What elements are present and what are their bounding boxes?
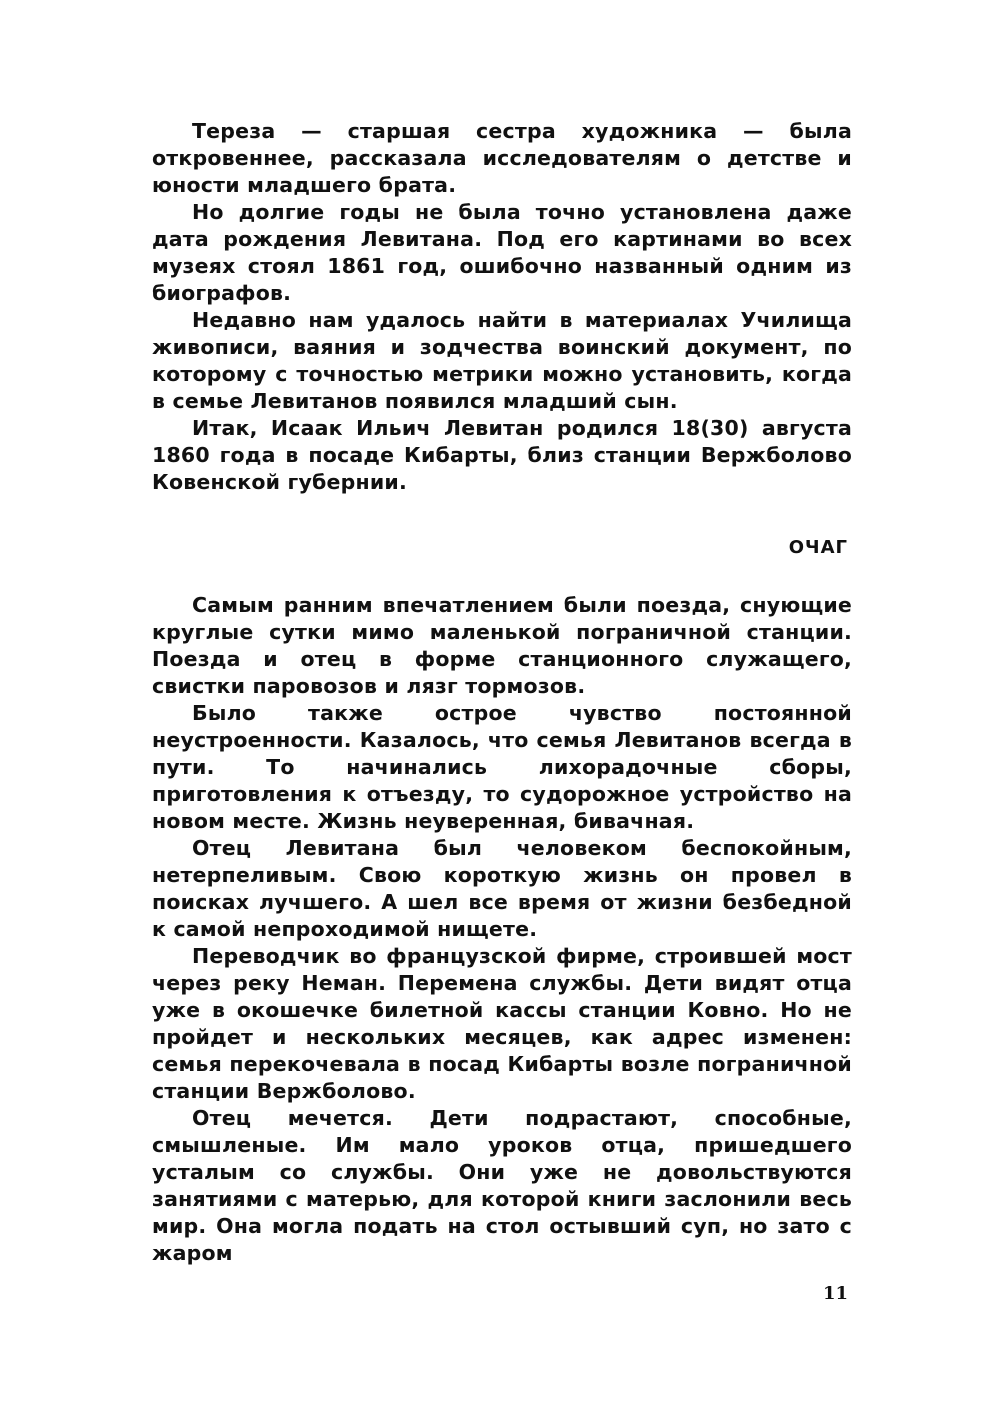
page-number: 11: [822, 1283, 848, 1304]
paragraph: Итак, Исаак Ильич Левитан родился 18(30) августа 1860 года в посаде Кибарты, близ станции Вержболово Ковенской губернии.: [152, 416, 852, 494]
text-block-section: [152, 592, 852, 1267]
section-heading: ОЧАГ: [788, 537, 848, 558]
paragraph: Самым ранним впечатлением были поезда, снующие круглые сутки мимо маленькой пограничной станции. Поезда и отец в форме станционного служащего, свистки паровозов и лязг тормозов.: [152, 593, 852, 698]
paragraph: Тереза — старшая сестра художника — была откровеннее, рассказала исследователям о детстве и юности младшего брата.: [152, 119, 852, 197]
paragraph: Отец мечется. Дети подрастают, способные, смышленые. Им мало уроков отца, пришедшего усталым со службы. Они уже не довольствуются занятиями с матерью, для которой книги заслонили весь мир. Она могла подать на стол остывший суп, но зато с жаром: [152, 1106, 852, 1265]
text-block-intro: [152, 118, 852, 496]
paragraph: Но долгие годы не была точно установлена даже дата рождения Левитана. Под его картинами во всех музеях стоял 1861 год, ошибочно названный одним из биографов.: [152, 200, 852, 305]
paragraph: Переводчик во французской фирме, строившей мост через реку Неман. Перемена службы. Дети видят отца уже в окошечке билетной кассы станции Ковно. Но не пройдет и нескольких месяцев, как адрес изменен: семья перекочевала в посад Кибарты возле пограничной станции Вержболово.: [152, 944, 852, 1103]
paragraph: Недавно нам удалось найти в материалах Училища живописи, ваяния и зодчества воинский документ, по которому с точностью метрики можно установить, когда в семье Левитанов появился младший сын.: [152, 308, 852, 413]
paragraph: Было также острое чувство постоянной неустроенности. Казалось, что семья Левитанов всегда в пути. То начинались лихорадочные сборы, приготовления к отъезду, то судорожное устройство на новом месте. Жизнь неуверенная, бивачная.: [152, 701, 852, 833]
paragraph: Отец Левитана был человеком беспокойным, нетерпеливым. Свою короткую жизнь он провел в поисках лучшего. А шел все время от жизни безбедной к самой непроходимой нищете.: [152, 836, 852, 941]
